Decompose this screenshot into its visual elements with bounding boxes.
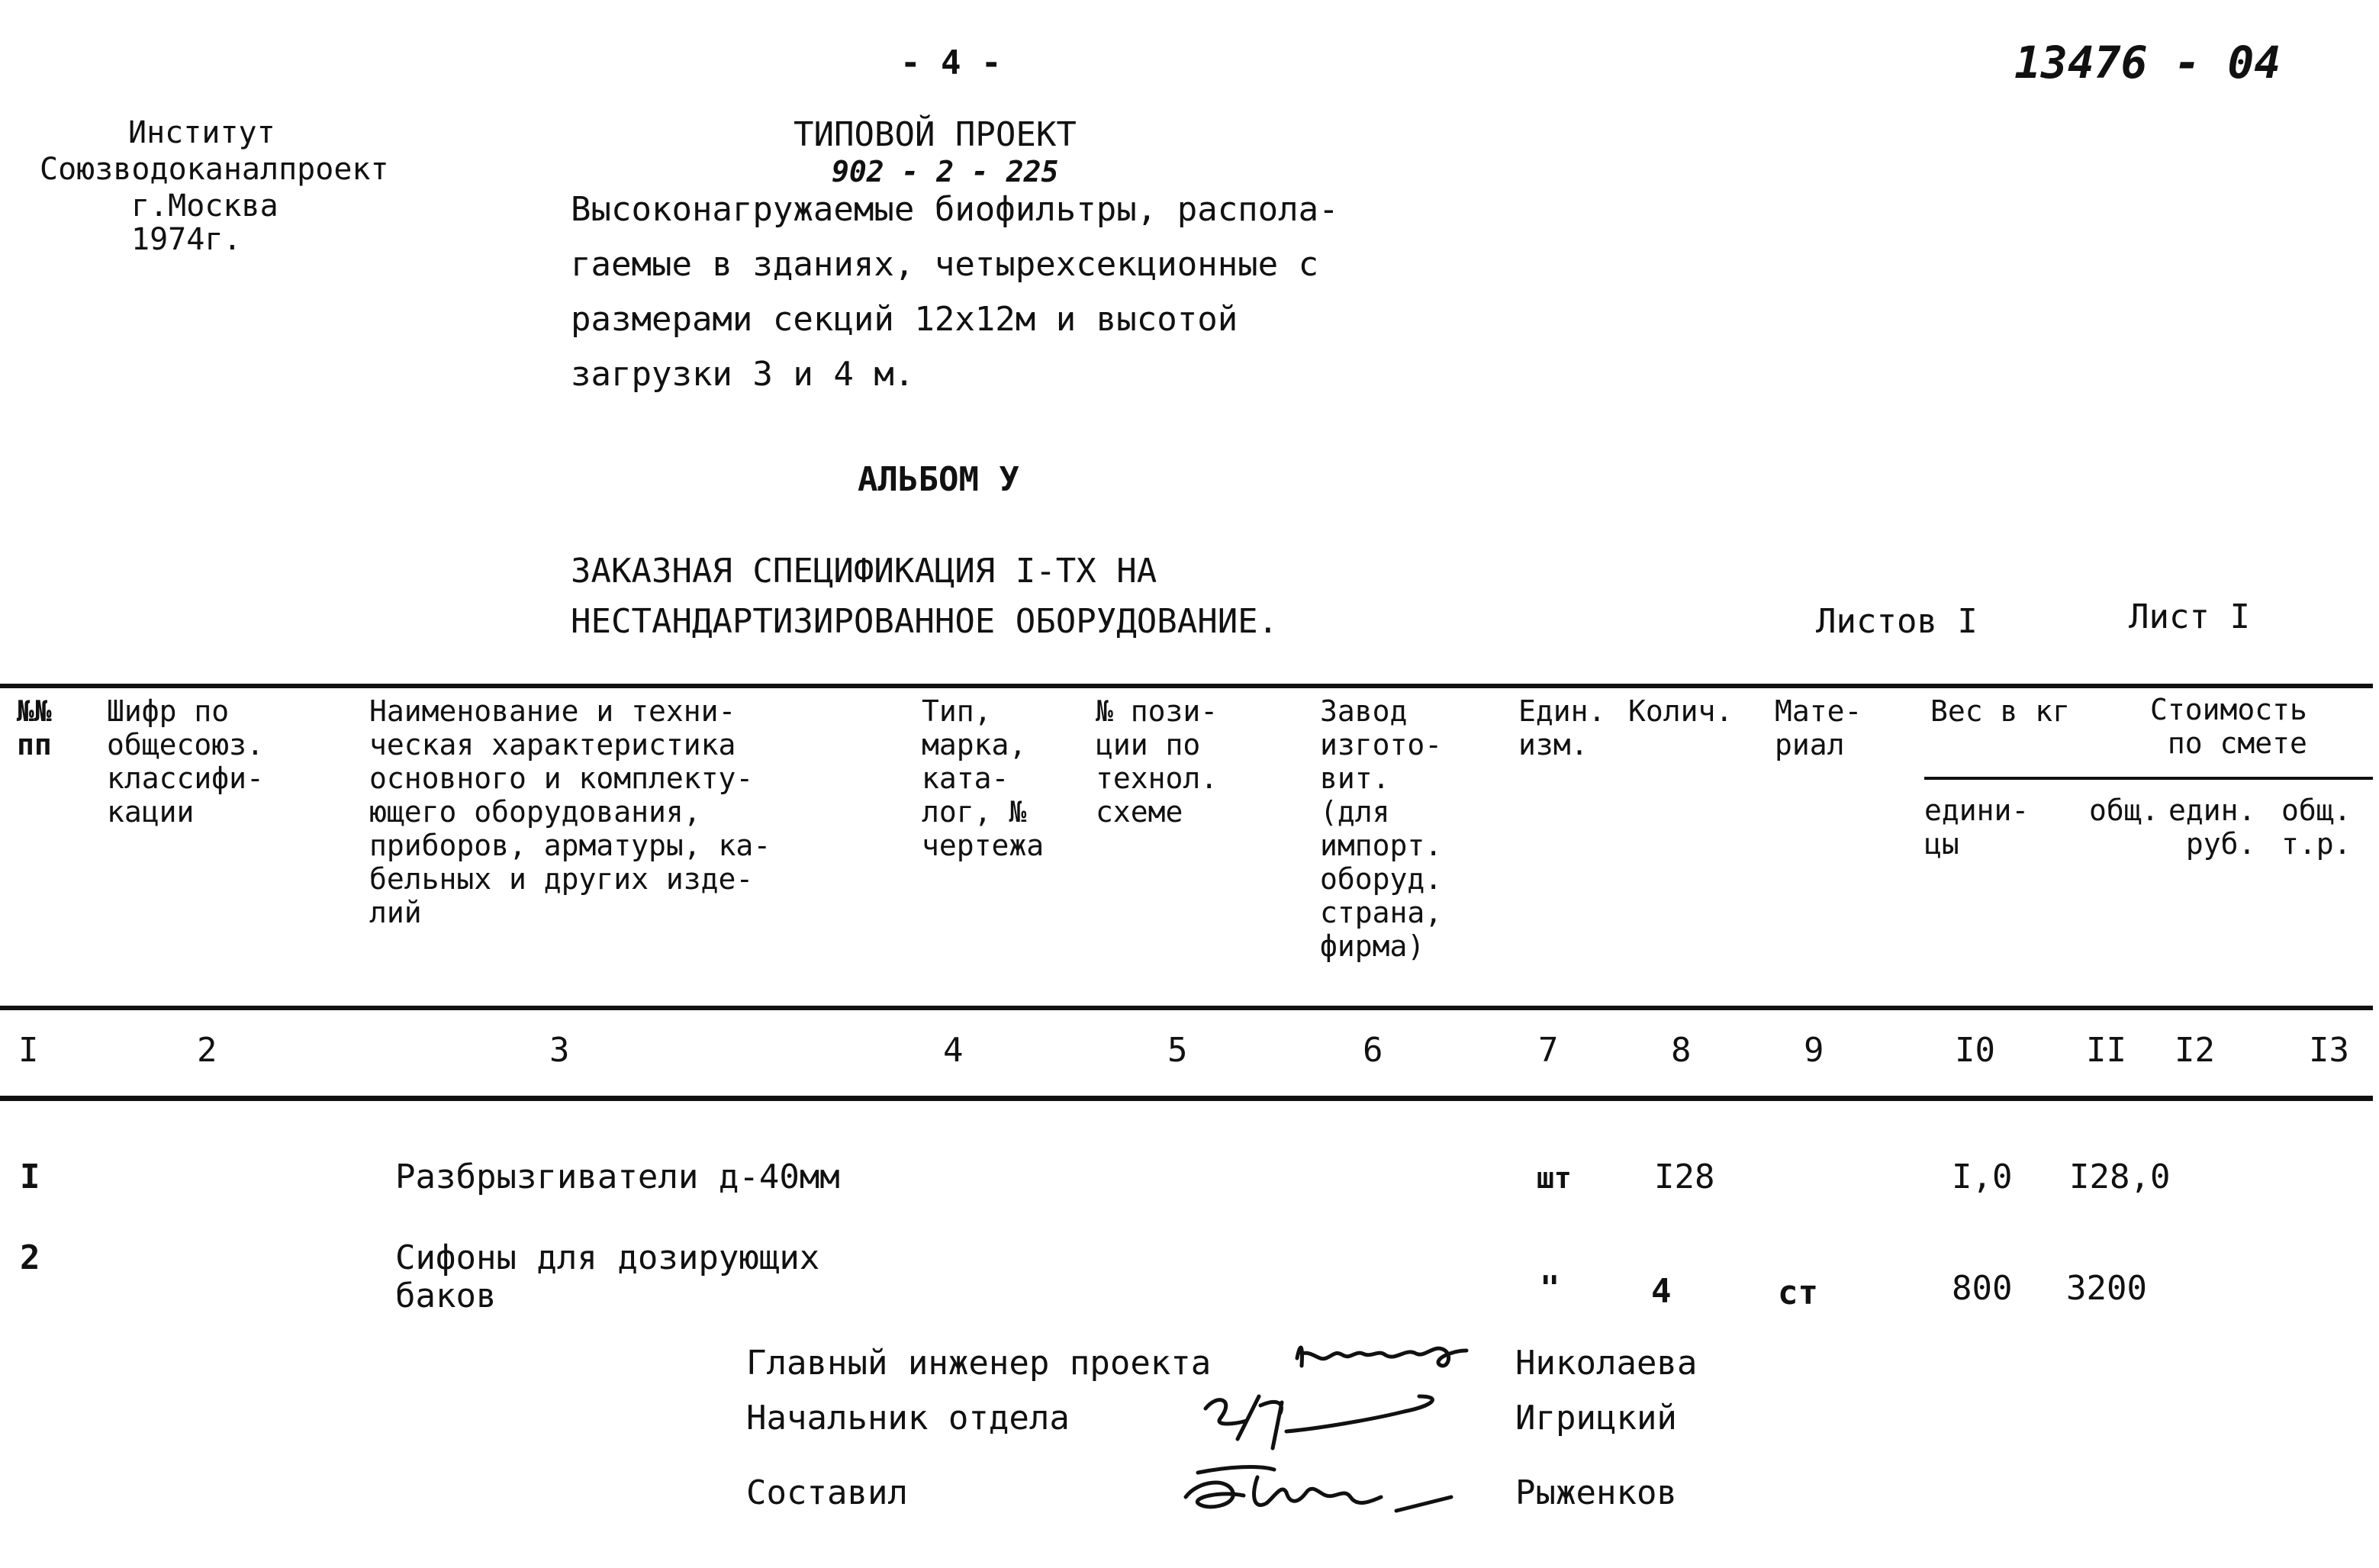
signature-role: Главный инженер проекта <box>746 1344 1212 1383</box>
row-quantity: 4 <box>1651 1272 1672 1311</box>
row-weight-total: I28,0 <box>2069 1157 2171 1196</box>
signature-name: Николаева <box>1515 1344 1698 1383</box>
column-number: 3 <box>549 1031 570 1070</box>
column-number: 6 <box>1363 1031 1383 1070</box>
column-number: I2 <box>2175 1031 2215 1070</box>
column-number: 2 <box>197 1031 217 1070</box>
project-description-line: размерами секций 12х12м и высотой <box>571 300 1238 339</box>
row-number: 2 <box>20 1238 40 1277</box>
row-unit: " <box>1540 1269 1560 1308</box>
row-number: I <box>20 1157 40 1196</box>
row-weight-total: 3200 <box>2066 1269 2147 1308</box>
header-weight-group: Вес в кг <box>1930 694 2071 728</box>
institute-name: Союзводоканалпроект <box>40 152 389 187</box>
header-weight-unit: едини- цы <box>1924 794 2030 861</box>
header-col4: Тип, марка, ката- лог, № чертежа <box>922 694 1045 862</box>
header-col3: Наименование и техни- ческая характеристика основного и комплекту- ющего оборудования, приборов, арматуры, ка- бельных и других изде- лий <box>369 694 771 929</box>
column-number: I <box>18 1031 39 1070</box>
table-header-subrule <box>1924 777 2373 780</box>
header-col1: №№ пп <box>17 694 52 761</box>
header-col5: № пози- ции по технол. схеме <box>1096 694 1218 829</box>
institute-label: Институт <box>128 115 275 150</box>
signature-role: Составил <box>746 1473 908 1512</box>
page-number: - 4 - <box>900 43 1002 82</box>
header-col2: Шифр по общесоюз. классифи- кации <box>107 694 264 829</box>
institute-city: г.Москва <box>131 188 278 224</box>
column-number: I3 <box>2309 1031 2349 1070</box>
spec-title-line: НЕСТАНДАРТИЗИРОВАННОЕ ОБОРУДОВАНИЕ. <box>571 602 1279 641</box>
header-col9: Мате- риал <box>1775 694 1862 761</box>
document-code: 13476 - 04 <box>2014 37 2281 89</box>
header-weight-total: общ. <box>2089 794 2159 827</box>
spec-title-line: ЗАКАЗНАЯ СПЕЦИФИКАЦИЯ I-ТХ НА <box>571 552 1157 591</box>
column-number: 7 <box>1538 1031 1559 1070</box>
sheet-current: Лист I <box>2129 597 2250 636</box>
handwritten-signature-icon <box>1289 1328 1495 1389</box>
project-description-line: загрузки 3 и 4 м. <box>571 355 915 394</box>
row-unit: шт <box>1537 1161 1572 1195</box>
table-numbers-bottom-rule <box>0 1096 2373 1101</box>
project-description-line: гаемые в зданиях, четырехсекционные с <box>571 245 1319 284</box>
column-number: 4 <box>943 1031 964 1070</box>
institute-year: 1974г. <box>131 222 242 257</box>
project-description-line: Высоконагружаемые биофильтры, распола- <box>571 190 1339 229</box>
table-header-bottom-rule <box>0 1006 2373 1010</box>
row-material: ст <box>1778 1273 1818 1312</box>
project-type: ТИПОВОЙ ПРОЕКТ <box>794 115 1077 154</box>
header-col7: Един. изм. <box>1518 694 1606 761</box>
row-quantity: I28 <box>1654 1157 1715 1196</box>
row-name: Сифоны для дозирующих баков <box>395 1238 820 1315</box>
album-title: АЛЬБОМ У <box>858 460 1019 499</box>
column-number: 5 <box>1167 1031 1188 1070</box>
header-cost-unit: един. руб. <box>2168 794 2256 861</box>
header-col6: Завод изгото- вит. (для импорт. оборуд. страна, фирма) <box>1320 694 1443 963</box>
row-name: Разбрызгиватели д-40мм <box>395 1157 840 1196</box>
header-col8: Колич. <box>1628 694 1734 728</box>
sheets-total: Листов I <box>1816 602 1978 641</box>
handwritten-signature-icon <box>1167 1450 1488 1534</box>
header-cost-total: общ. т.р. <box>2281 794 2352 861</box>
signature-name: Игрицкий <box>1515 1399 1677 1438</box>
handwritten-signature-icon <box>1190 1386 1480 1454</box>
row-weight-unit: I,0 <box>1952 1157 2013 1196</box>
header-cost-group: Стоимость по смете <box>2150 693 2307 760</box>
column-number: 8 <box>1671 1031 1692 1070</box>
column-number: II <box>2086 1031 2126 1070</box>
project-number: 902 - 2 - 225 <box>832 155 1059 188</box>
row-weight-unit: 800 <box>1952 1269 2013 1308</box>
column-number: I0 <box>1955 1031 1995 1070</box>
signature-role: Начальник отдела <box>746 1399 1070 1438</box>
table-top-rule <box>0 684 2373 688</box>
column-number: 9 <box>1804 1031 1824 1070</box>
signature-name: Рыженков <box>1515 1473 1677 1512</box>
